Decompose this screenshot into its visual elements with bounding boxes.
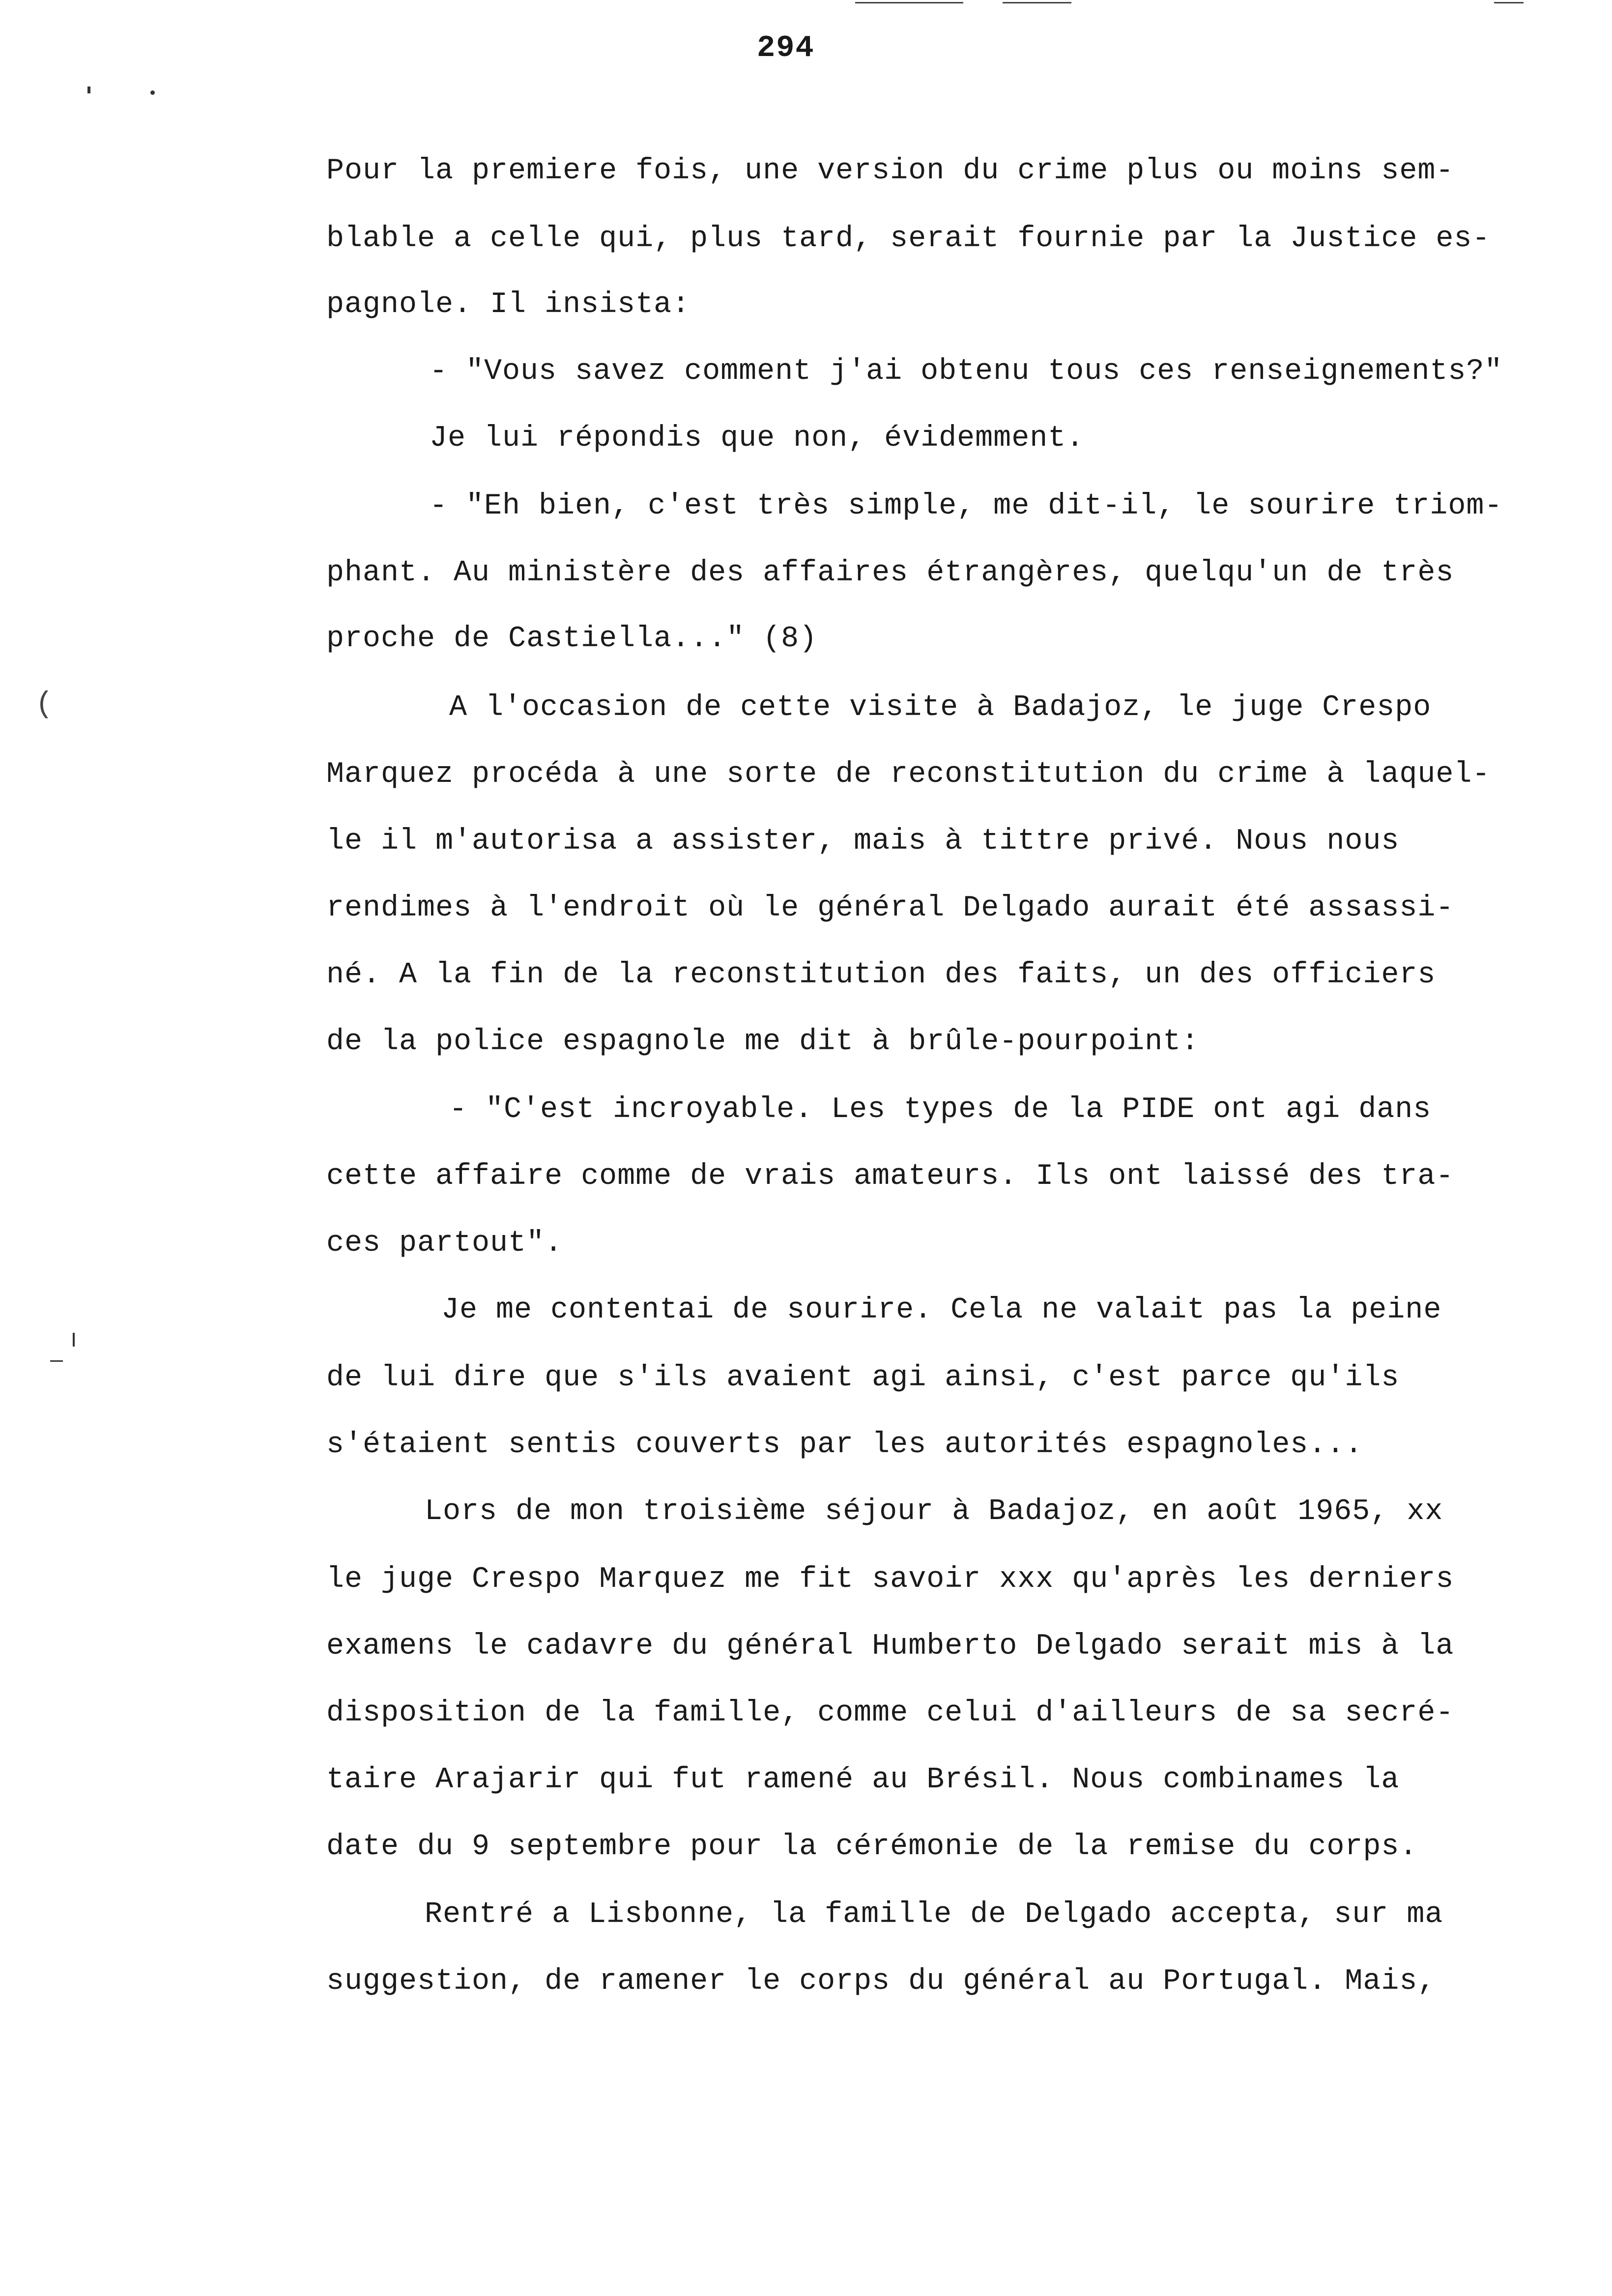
margin-speck bbox=[73, 1333, 75, 1347]
body-line-22: le juge Crespo Marquez me fit savoir xxx qu'après les derniers bbox=[326, 1563, 1454, 1596]
margin-mark: ( bbox=[35, 688, 54, 721]
body-line-16: cette affaire comme de vrais amateurs. Ils ont laissé des tra- bbox=[326, 1160, 1454, 1193]
body-line-19: de lui dire que s'ils avaient agi ainsi, c'est parce qu'ils bbox=[326, 1361, 1400, 1395]
body-line-4: - "Vous savez comment j'ai obtenu tous ces renseignements?" bbox=[430, 355, 1503, 388]
body-line-5: Je lui répondis que non, évidemment. bbox=[430, 422, 1085, 455]
body-line-13: né. A la fin de la reconstitution des faits, un des officiers bbox=[326, 958, 1436, 992]
body-line-18: Je me contentai de sourire. Cela ne valait pas la peine bbox=[441, 1293, 1442, 1327]
body-line-28: suggestion, de ramener le corps du général au Portugal. Mais, bbox=[326, 1965, 1436, 1998]
top-edge-rule bbox=[1494, 2, 1524, 3]
body-line-10: Marquez procéda à une sorte de reconstitution du crime à laquel- bbox=[326, 758, 1491, 791]
body-line-17: ces partout". bbox=[326, 1227, 563, 1260]
body-line-21: Lors de mon troisième séjour à Badajoz, en août 1965, xx bbox=[425, 1495, 1443, 1528]
body-line-15: - "C'est incroyable. Les types de la PIDE ont agi dans bbox=[449, 1093, 1432, 1126]
body-line-25: taire Arajarir qui fut ramené au Brésil. Nous combinames la bbox=[326, 1763, 1400, 1797]
body-line-8: proche de Castiella..." (8) bbox=[326, 622, 818, 656]
top-edge-rule bbox=[1003, 2, 1071, 3]
body-line-20: s'étaient sentis couverts par les autorités espagnoles... bbox=[326, 1428, 1363, 1462]
body-line-27: Rentré a Lisbonne, la famille de Delgado accepta, sur ma bbox=[425, 1898, 1443, 1931]
body-line-12: rendimes à l'endroit où le général Delgado aurait été assassi- bbox=[326, 891, 1454, 925]
margin-speck bbox=[150, 90, 155, 95]
body-line-7: phant. Au ministère des affaires étrangères, quelqu'un de très bbox=[326, 556, 1454, 590]
margin-speck bbox=[50, 1360, 63, 1362]
body-line-23: examens le cadavre du général Humberto Delgado serait mis à la bbox=[326, 1630, 1454, 1663]
body-line-3: pagnole. Il insista: bbox=[326, 288, 691, 321]
page-number: 294 bbox=[757, 30, 815, 65]
top-edge-rule bbox=[855, 2, 963, 3]
body-line-1: Pour la premiere fois, une version du crime plus ou moins sem- bbox=[326, 154, 1454, 188]
body-line-6: - "Eh bien, c'est très simple, me dit-il, le sourire triom- bbox=[430, 489, 1503, 523]
body-line-9: A l'occasion de cette visite à Badajoz, le juge Crespo bbox=[449, 691, 1432, 724]
body-line-26: date du 9 septembre pour la cérémonie de la remise du corps. bbox=[326, 1830, 1418, 1864]
body-line-2: blable a celle qui, plus tard, serait fournie par la Justice es- bbox=[326, 222, 1491, 256]
body-line-24: disposition de la famille, comme celui d'ailleurs de sa secré- bbox=[326, 1696, 1454, 1730]
body-line-14: de la police espagnole me dit à brûle-pourpoint: bbox=[326, 1025, 1200, 1059]
body-line-11: le il m'autorisa a assister, mais à tittre privé. Nous nous bbox=[326, 825, 1400, 858]
margin-speck bbox=[87, 86, 90, 93]
